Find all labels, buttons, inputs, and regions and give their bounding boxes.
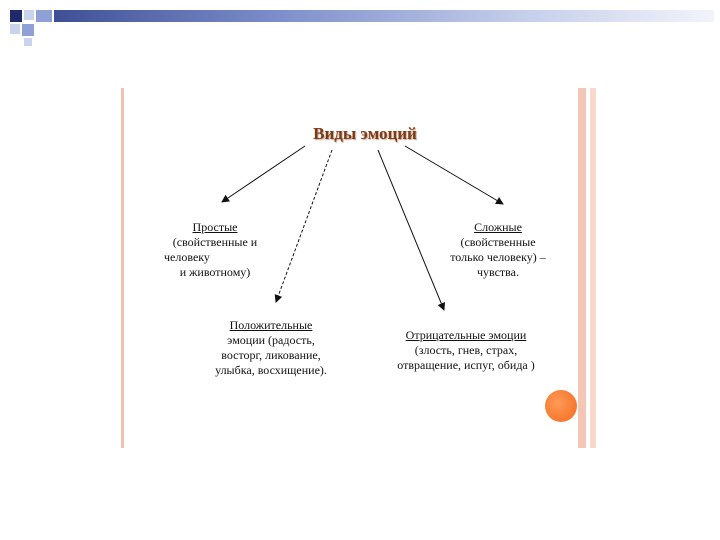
positive-line: улыбка, восхищение). [215, 363, 327, 377]
positive-line: эмоции (радость, [227, 333, 315, 347]
negative-line: (злость, гнев, страх, [414, 343, 518, 357]
simple-emotions-block [150, 220, 280, 280]
complex-heading: Сложные [474, 220, 522, 234]
arrow-to-simple [222, 146, 305, 202]
arrow-to-complex [405, 146, 503, 204]
simple-line: и животному) [179, 265, 251, 279]
negative-heading: Отрицательные эмоции [405, 328, 527, 342]
diagram-title: Виды эмоций [313, 124, 417, 143]
complex-line: чувства. [476, 265, 520, 279]
arrow-to-positive [276, 150, 332, 302]
simple-heading: Простые [192, 220, 238, 234]
positive-line: восторг, ликование, [221, 348, 321, 362]
simple-line: (свойственные и [172, 235, 258, 249]
complex-line: только человеку) – [450, 250, 546, 264]
negative-emotions-block [378, 328, 554, 373]
negative-line: отвращение, испуг, обида ) [397, 358, 535, 372]
complex-line: (свойственные [460, 235, 536, 249]
positive-heading: Положительные [229, 318, 313, 332]
positive-emotions-block [196, 318, 346, 378]
complex-emotions-block [428, 220, 568, 280]
simple-line: человеку [164, 250, 210, 264]
